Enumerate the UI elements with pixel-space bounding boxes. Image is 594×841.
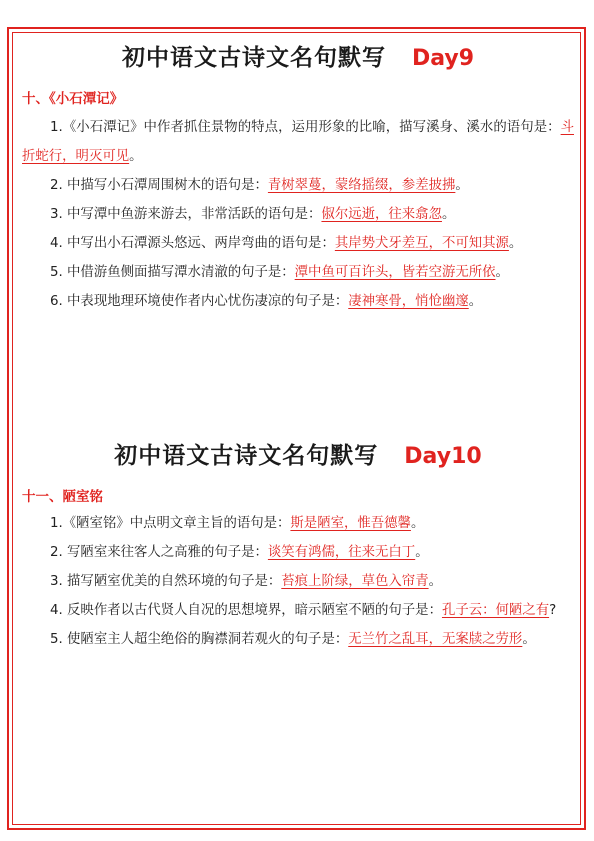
question-item <box>22 509 574 538</box>
question-end: 。 <box>428 574 442 589</box>
question-list <box>22 113 574 316</box>
section-title <box>22 40 574 76</box>
question-end: ? <box>549 603 557 618</box>
answer-text: 凄神寒骨，悄怆幽邃 <box>348 294 469 309</box>
question-end: 。 <box>410 516 425 531</box>
section-heading: 十一、陋室铭 <box>22 489 103 505</box>
question-item <box>22 287 574 316</box>
title-text: 初中语文古诗文名句默写 <box>121 45 386 71</box>
question-item <box>22 258 574 287</box>
question-text: 5. 中借游鱼侧面描写潭水清澈的句子是： <box>50 265 295 280</box>
section-day9 <box>22 40 574 316</box>
question-end: 。 <box>522 632 536 647</box>
day-label: Day9 <box>411 46 475 71</box>
question-item <box>22 113 574 171</box>
question-item <box>22 567 574 596</box>
question-text: 3. 描写陋室优美的自然环境的句子是： <box>50 574 282 589</box>
question-end: 。 <box>441 207 456 222</box>
answer-text: 青树翠蔓，蒙络摇缀，参差披拂 <box>267 178 456 193</box>
question-end: 。 <box>495 265 509 280</box>
question-text: 4. 反映作者以古代贤人自况的思想境界，暗示陋室不陋的句子是： <box>50 603 442 618</box>
section-heading: 十、《小石潭记》 <box>22 91 124 107</box>
day-label: Day10 <box>404 444 482 469</box>
question-item <box>22 625 574 654</box>
answer-text: 斯是陋室，惟吾德馨 <box>290 516 411 531</box>
question-item <box>22 200 574 229</box>
question-end: 。 <box>415 545 429 560</box>
question-text: 1.《小石潭记》中作者抓住景物的特点，运用形象的比喻，描写溪身、溪水的语句是： <box>50 120 561 135</box>
question-item <box>22 538 574 567</box>
question-text: 2. 中描写小石潭周围树木的语句是： <box>50 178 268 193</box>
question-end: 。 <box>468 294 483 309</box>
answer-text: 无兰竹之乱耳，无案牍之劳形 <box>348 632 523 647</box>
answer-text: 潭中鱼可百许头，皆若空游无所依 <box>294 265 496 280</box>
question-text: 4. 中写出小石潭源头悠远、两岸弯曲的语句是： <box>50 236 335 251</box>
question-text: 2. 写陋室来往客人之高雅的句子是： <box>50 545 268 560</box>
question-item <box>22 171 574 200</box>
answer-text: 谈笑有鸿儒，往来无白丁 <box>267 545 416 560</box>
question-text: 1.《陋室铭》中点明文章主旨的语句是： <box>50 516 291 531</box>
question-item <box>22 229 574 258</box>
answer-text: 其岸势犬牙差互，不可知其源 <box>334 236 509 251</box>
section-title <box>22 438 574 474</box>
answer-text: 苔痕上阶绿，草色入帘青 <box>281 574 429 589</box>
question-end: 。 <box>508 236 523 251</box>
title-text: 初中语文古诗文名句默写 <box>114 443 379 469</box>
answer-text: 俶尔远逝，往来翕忽 <box>321 207 442 222</box>
answer-text: 斗折蛇行，明灭可见 <box>22 120 574 164</box>
question-text: 6. 中表现地理环境使作者内心忧伤凄凉的句子是： <box>50 294 349 309</box>
question-text: 3. 中写潭中鱼游来游去，非常活跃的语句是： <box>50 207 322 222</box>
question-end: 。 <box>129 149 143 164</box>
question-list <box>22 509 574 654</box>
question-item <box>22 596 574 625</box>
question-end: 。 <box>455 178 469 193</box>
question-text: 5. 使陋室主人超尘绝俗的胸襟洞若观火的句子是： <box>50 632 349 647</box>
answer-text: 孔子云：何陋之有 <box>441 603 550 618</box>
section-day10 <box>22 438 574 654</box>
